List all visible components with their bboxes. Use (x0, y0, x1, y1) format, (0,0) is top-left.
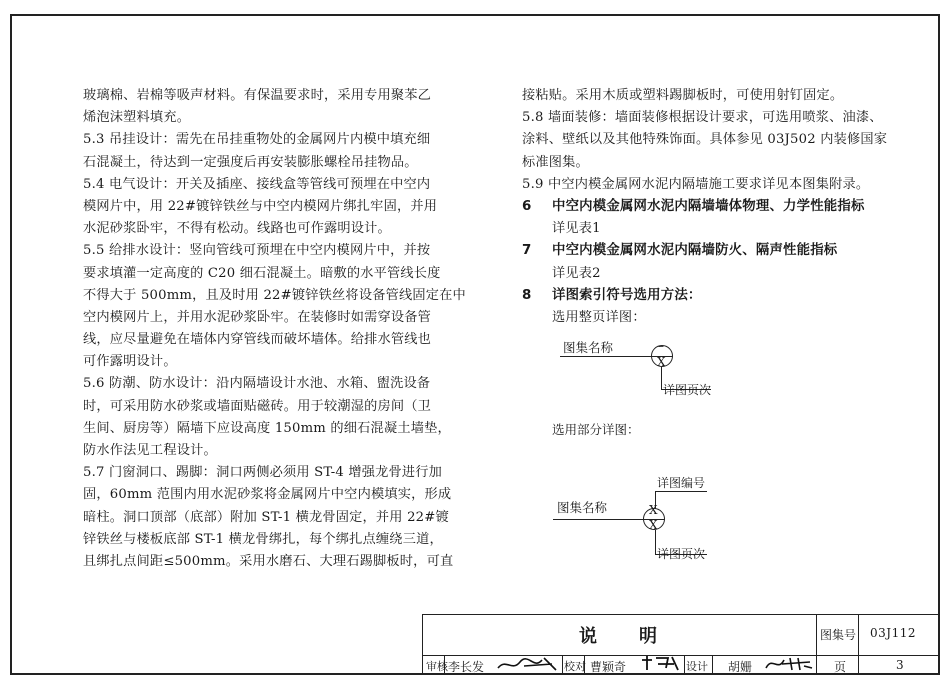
reviewer-name: 李长发 (448, 660, 485, 674)
circle-bottom-text: X (657, 355, 666, 369)
text-line: 石混凝土，待达到一定强度后再安装膨胀螺栓吊挂物品。 (83, 154, 418, 170)
text-line: 要求填灌一定高度的 C20 细石混凝土。暗敷的水平管线长度 (83, 265, 441, 281)
pointer-line (655, 530, 656, 554)
atlas-no: 03J112 (870, 626, 916, 640)
text-line: 涂料、壁纸以及其他特殊饰面。具体参见 03J502 内装修国家 (522, 132, 888, 148)
page-number: 3 (896, 658, 904, 672)
designer-signature (762, 654, 816, 674)
section-7-heading: 7 中空内模金属网水泥内隔墙防火、隔声性能指标 (522, 243, 838, 259)
leader-line (553, 519, 645, 520)
text-line: 水泥砂浆卧牢，不得有松动。线路也可作露明设计。 (83, 221, 391, 237)
text-line: 5.7 门窗洞口、踢脚：洞口两侧必须用 ST-4 增强龙骨进行加 (83, 465, 443, 481)
text-line: 烯泡沫塑料填充。 (83, 110, 191, 126)
text-line: 生间、厨房等）隔墙下应设高度 150mm 的细石混凝土墙垫， (83, 420, 451, 436)
section-8-heading: 8 详图索引符号选用方法： (522, 287, 702, 303)
atlas-no-label: 图集号 (820, 628, 857, 642)
pointer-line (661, 367, 662, 389)
reviewer-label: 审核 (426, 660, 448, 673)
page-label: 页 (834, 660, 847, 674)
atlas-name-label: 图集名称 (557, 500, 608, 515)
checker-name: 曹颖奇 (590, 660, 627, 674)
atlas-name-label: 图集名称 (563, 340, 614, 355)
page-title: 说 明 (579, 626, 659, 647)
section-7-sub: 详见表2 (552, 265, 601, 281)
text-line: 5.4 电气设计：开关及插座、接线盒等管线可预埋在中空内 (83, 176, 431, 192)
circle-bottom-text: X (649, 518, 658, 532)
section-6-heading: 6 中空内模金属网水泥内隔墙墙体物理、力学性能指标 (522, 198, 865, 214)
page-label: 详图页次 (657, 547, 706, 561)
pointer-line (655, 491, 707, 492)
text-line: 且绑扎点间距≤500mm。采用水磨石、大理石踢脚板时，可直 (83, 553, 454, 569)
number-label: 详图编号 (657, 476, 706, 490)
checker-label: 校对 (564, 660, 586, 673)
text-line: 暗柱。洞口顶部（底部）附加 ST-1 横龙骨固定，并用 22#镀 (83, 509, 449, 525)
title-block (422, 614, 938, 674)
text-line: 空内模网片上，并用水泥砂浆卧牢。在装修时如需穿设备管 (83, 309, 432, 325)
leader-line (560, 356, 652, 357)
text-line: 标准图集。 (522, 154, 589, 170)
section-8-sub: 选用整页详图： (552, 309, 646, 325)
text-line: 防水作法见工程设计。 (83, 443, 217, 458)
partial-detail-label: 选用部分详图： (552, 422, 640, 437)
text-line: 5.9 中空内模金属网水泥内隔墙施工要求详见本图集附录。 (522, 176, 870, 192)
page-label: 详图页次 (663, 383, 712, 397)
circle-top-text: X (649, 503, 658, 517)
text-line: 玻璃棉、岩棉等吸声材料。有保温要求时，采用专用聚苯乙 (83, 88, 432, 103)
right-text-column (522, 85, 912, 329)
text-line: 不得大于 500mm，且及时用 22#镀锌铁丝将设备管线固定在中 (83, 287, 466, 303)
text-line: 模网片中，用 22#镀锌铁丝与中空内模网片绑扎牢固，并用 (83, 198, 438, 214)
text-line: 5.8 墙面装修：墙面装修根据设计要求，可选用喷浆、油漆、 (522, 110, 883, 126)
text-line: 线，应尽量避免在墙体内穿管线而破坏墙体。给排水管线也 (83, 332, 432, 348)
text-line: 时，可采用防水砂浆或墙面贴磁砖。用于较潮湿的房间（卫 (83, 398, 432, 414)
text-line: 锌铁丝与楼板底部 ST-1 横龙骨绑扎，每个绑扎点缠绕三道， (83, 531, 443, 547)
left-text-column (83, 85, 473, 573)
text-line: 5.6 防潮、防水设计：沿内隔墙设计水池、水箱、盥洗设备 (83, 376, 431, 392)
text-line: 固，60mm 范围内用水泥砂浆将金属网片中空内模填实，形成 (83, 487, 452, 503)
text-line: 可作露明设计。 (83, 354, 177, 370)
circle-top-text: – (658, 339, 664, 353)
checker-signature (638, 654, 684, 674)
designer-label: 设计 (686, 660, 708, 673)
section-6-sub: 详见表1 (552, 221, 601, 237)
text-line: 5.5 给排水设计：竖向管线可预埋在中空内模网片中，并按 (83, 243, 431, 259)
reviewer-signature (494, 654, 562, 674)
designer-name: 胡姗 (728, 660, 753, 674)
text-line: 5.3 吊挂设计：需先在吊挂重物处的金属网片内模中填充细 (83, 132, 431, 148)
text-line: 接粘贴。采用木质或塑料踢脚板时，可使用射钉固定。 (522, 88, 844, 103)
